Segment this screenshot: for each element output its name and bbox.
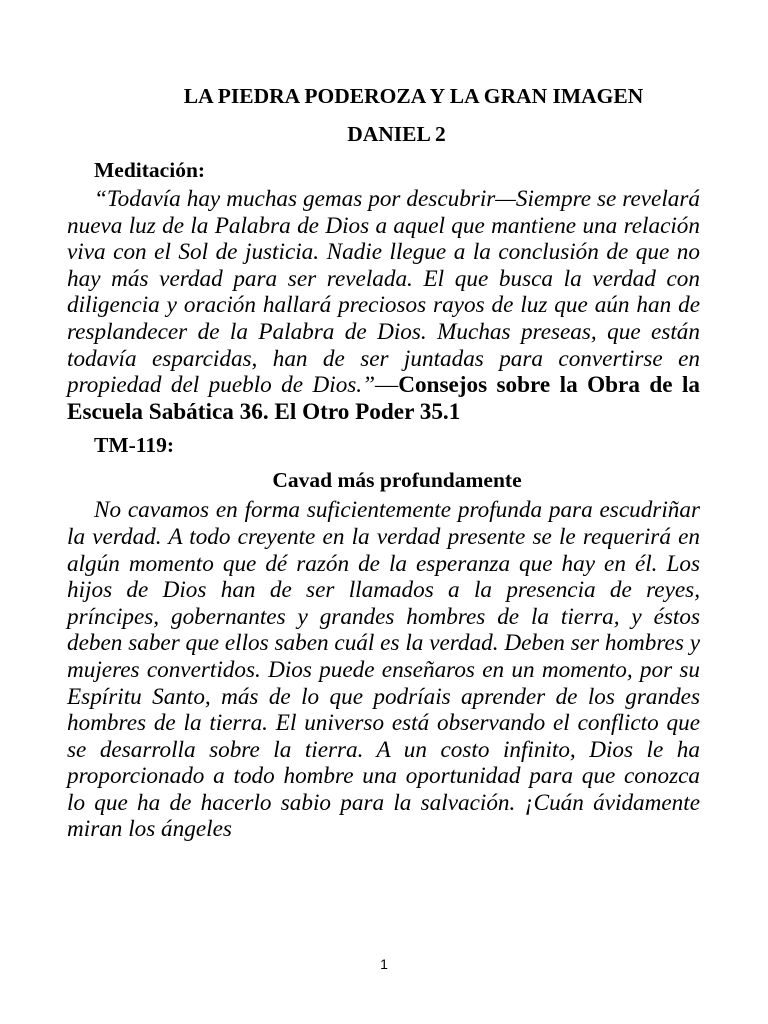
tm-label: TM-119: (94, 433, 175, 458)
meditation-dash: — (375, 372, 399, 399)
page-number: 1 (380, 956, 388, 972)
meditation-reference: Consejos sobre la Obra de la Escuela Sabática 36. El Otro Poder 35.1 (67, 372, 700, 425)
document-page (67, 80, 700, 843)
document-subtitle: DANIEL 2 (347, 122, 446, 146)
document-title: LA PIEDRA PODEROZA Y LA GRAN IMAGEN (183, 84, 644, 108)
meditation-paragraph (67, 186, 700, 425)
section-body: No cavamos en forma suficientemente profunda para escudriñar la verdad. A todo creyente en la verdad presente se le requerirá en algún momento que dé razón de la esperanza que hay en él. Los hijos de Dios han de ser llamados a la presencia de reyes, príncipes, gobernantes y grandes hombres de la tierra, y éstos deben saber que ellos saben cuál es la verdad. Deben ser hombres y mujeres convertidos. Dios puede enseñaros en un momento, por su Espíritu Santo, más de lo que podríais aprender de los grandes hombres de la tierra. El universo está observando el conflicto que se desarrolla sobre la tierra. A un costo infinito, Dios le ha proporcionado a todo hombre una oportunidad para que conozca lo que ha de hacerlo sabio para la salvación. ¡Cuán ávidamente miran los ángeles (67, 497, 700, 843)
section-heading: Cavad más profundamente (272, 468, 522, 493)
meditation-label: Meditación: (94, 158, 206, 182)
meditation-quote: “Todavía hay muchas gemas por descubrir—Siempre se revelará nueva luz de la Palabra de Dios a aquel que mantiene una relación viva con el Sol de justicia. Nadie llegue a la conclusión de que no hay más verdad para ser revelada. El que busca la verdad con diligencia y oración hallará preciosos rayos de luz que aún han de resplandecer de la Palabra de Dios. Muchas preseas, que están todavía esparcidas, han de ser juntadas para convertirse en propiedad del pueblo de Dios.” (67, 186, 700, 399)
